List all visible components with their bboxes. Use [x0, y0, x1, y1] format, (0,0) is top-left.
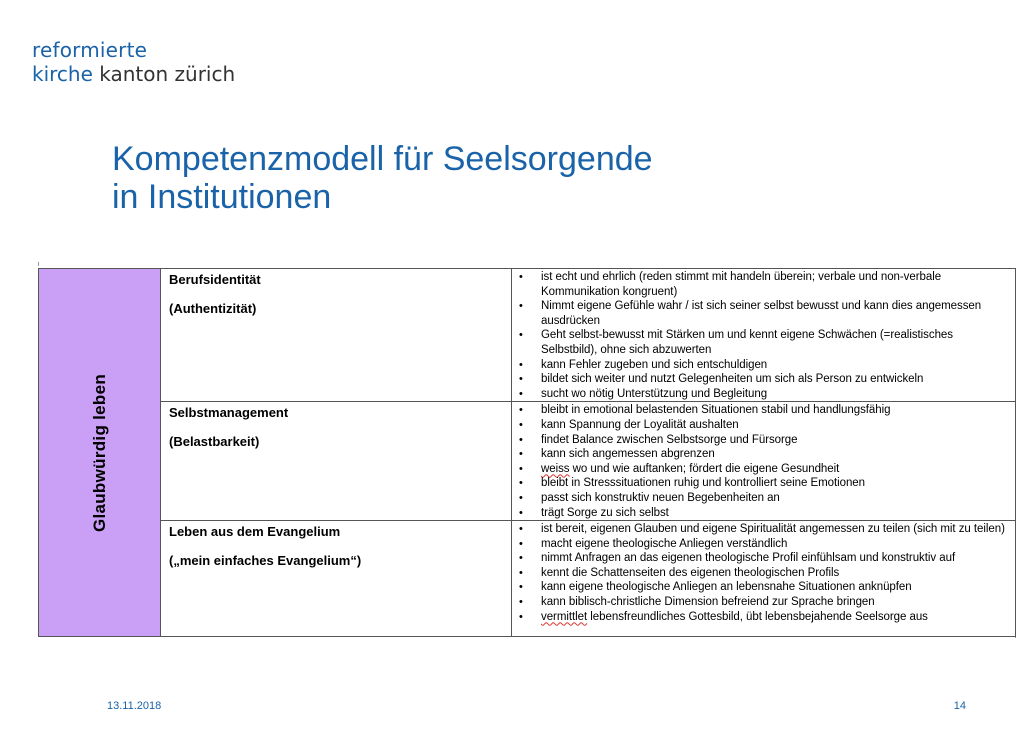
competence-table: [38, 268, 1016, 637]
list-item: • trägt Sorge zu sich selbst: [518, 506, 1011, 521]
indicator-list: [518, 270, 1011, 401]
list-item: • kann Fehler zugeben und sich entschuldigen: [518, 358, 1011, 373]
indicator-list: [518, 403, 1011, 520]
list-item: • bleibt in emotional belastenden Situationen stabil und handlungsfähig: [518, 403, 1011, 418]
list-item: • kann sich angemessen abgrenzen: [518, 447, 1011, 462]
side-label-cell: [39, 269, 161, 637]
indicator-cell: [512, 269, 1016, 402]
list-item: • kann Spannung der Loyalität aushalten: [518, 418, 1011, 433]
table-row: [39, 402, 1016, 521]
competence-subtitle: (Belastbarkeit): [169, 434, 260, 450]
list-item: • passt sich konstruktiv neuen Begebenheiten an: [518, 491, 1011, 506]
table-row: [39, 269, 1016, 402]
indicator-list: [518, 522, 1011, 624]
competence-subtitle: (Authentizität): [169, 301, 257, 316]
competence-name: Berufsidentität: [169, 272, 261, 287]
list-item: • findet Balance zwischen Selbstsorge und Fürsorge: [518, 433, 1011, 448]
logo-line-1: reformierte: [32, 38, 148, 62]
list-item: • weiss wo und wie auftanken; fördert die eigene Gesundheit: [518, 462, 1011, 477]
slide-title-line-2: in Institutionen: [112, 178, 332, 216]
list-item: • ist bereit, eigenen Glauben und eigene Spiritualität angemessen zu teilen (sich mit zu teilen): [518, 522, 1011, 537]
logo-word-kirche: kirche: [32, 62, 93, 86]
list-item: • nimmt Anfragen an das eigenen theologische Profil einfühlsam und konstruktiv auf: [518, 551, 1011, 566]
page-number: 14: [953, 700, 966, 712]
indicator-cell: [512, 521, 1016, 637]
list-item: • bildet sich weiter und nutzt Gelegenheiten um sich als Person zu entwickeln: [518, 372, 1011, 387]
list-item: • ist echt und ehrlich (reden stimmt mit handeln überein; verbale und non-verbale Kommunikation kongruent): [518, 270, 1011, 299]
list-item: • sucht wo nötig Unterstützung und Begleitung: [518, 387, 1011, 402]
footer-date: 13.11.2018: [107, 700, 162, 712]
side-label: Glaubwürdig leben: [89, 373, 109, 532]
competence-name: Leben aus dem Evangelium: [169, 524, 341, 540]
list-item: • vermittlet lebensfreundliches Gottesbild, übt lebensbejahende Seelsorge aus: [518, 610, 1011, 625]
list-item: • Nimmt eigene Gefühle wahr / ist sich seiner selbst bewusst und kann dies angemessen ausdrücken: [518, 299, 1011, 328]
competence-cell: [161, 269, 512, 402]
crop-mark: [38, 262, 39, 266]
list-item: • Geht selbst-bewusst mit Stärken um und kennt eigene Schwächen (=realistisches Selbstbild), ohne sich abzuwerten: [518, 328, 1011, 357]
competence-cell: [161, 402, 512, 521]
slide-title-line-1: Kompetenzmodell für Seelsorgende: [112, 140, 653, 178]
list-item: • macht eigene theologische Anliegen verständlich: [518, 537, 1011, 552]
list-item: • kann biblisch-christliche Dimension befreiend zur Sprache bringen: [518, 595, 1011, 610]
competence-subtitle: („mein einfaches Evangelium“): [169, 553, 362, 569]
competence-name: Selbstmanagement: [169, 405, 289, 421]
logo: [32, 38, 235, 86]
indicator-cell: [512, 402, 1016, 521]
slide-title: [112, 140, 653, 216]
table-row: [39, 521, 1016, 637]
list-item: • kennt die Schattenseiten des eigenen theologischen Profils: [518, 566, 1011, 581]
logo-word-kanton: kanton zürich: [92, 62, 236, 86]
list-item: • bleibt in Stresssituationen ruhig und kontrolliert seine Emotionen: [518, 476, 1011, 491]
logo-line-2: [32, 62, 235, 86]
competence-cell: [161, 521, 512, 637]
list-item: • kann eigene theologische Anliegen an lebensnahe Situationen anknüpfen: [518, 580, 1011, 595]
